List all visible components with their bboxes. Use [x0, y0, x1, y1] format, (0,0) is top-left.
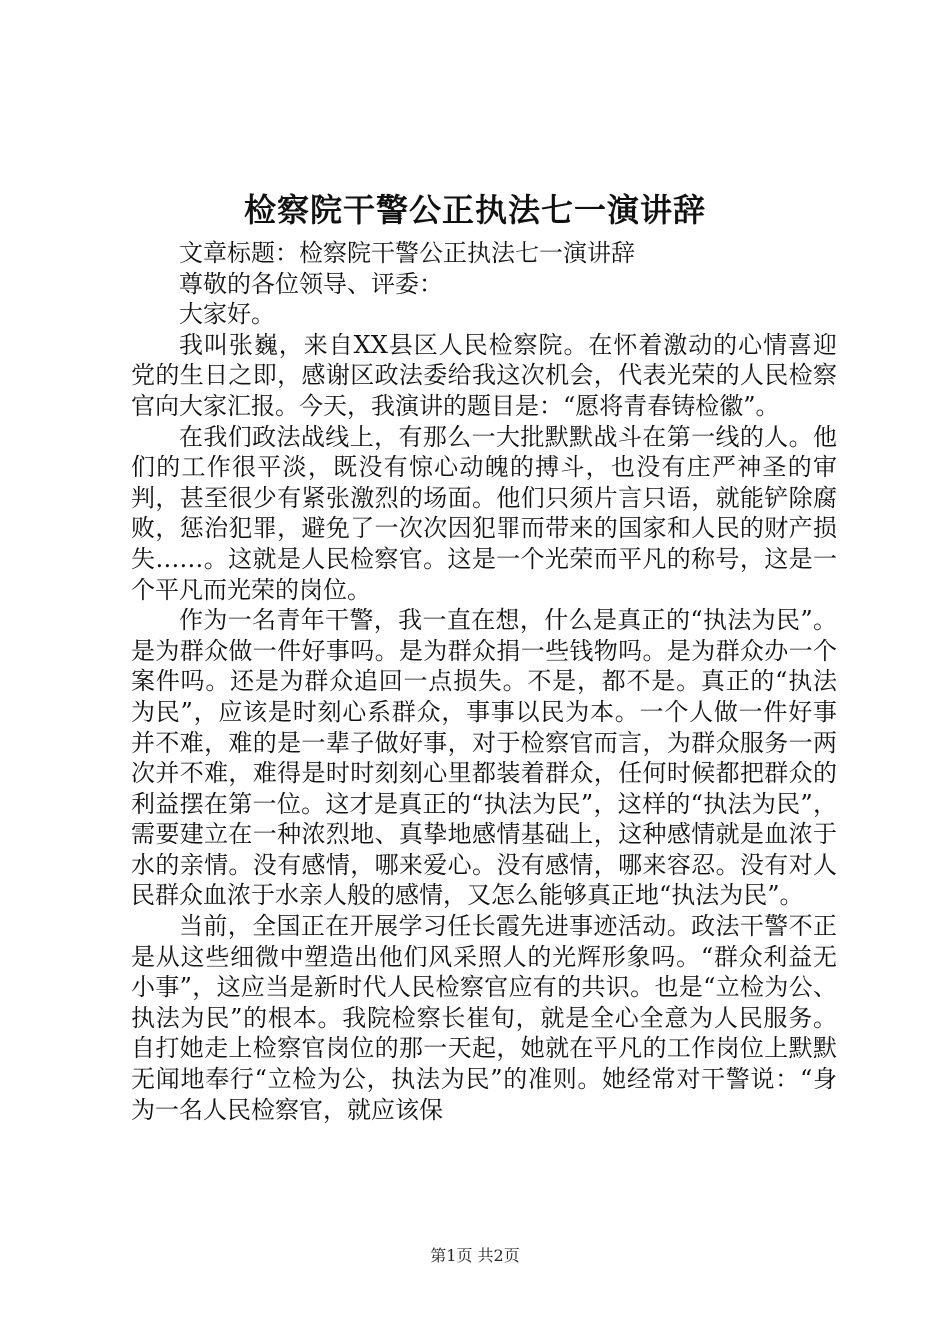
- article-title-line: 文章标题：检察院干警公正执法七一演讲辞: [179, 239, 635, 267]
- paragraph: 在我们政法战线上，有那么一大批默默战斗在第一线的人。他们的工作很平淡，既没有惊心动魄的搏斗，也没有庄严神圣的审判，甚至很少有紧张激烈的场面。他们只须片言只语，就能铲除腐败，惩治犯罪，避免了一次次因犯罪而带来的国家和人民的财产损失……。这就是人民检察官。这是一个光荣而平凡的称号，这是一个平凡而光荣的岗位。: [131, 422, 837, 604]
- document-title: 检察院干警公正执法七一演讲辞: [243, 191, 706, 229]
- page-footer: 第1页 共2页: [430, 1246, 520, 1265]
- paragraph: 作为一名青年干警，我一直在想，什么是真正的“执法为民”。是为群众做一件好事吗。是为群众捐一些钱物吗。是为群众办一个案件吗。还是为群众追回一点损失。不是，都不是。真正的“执法为民”，应该是时刻心系群众，事事以民为本。一个人做一件好事并不难，难的是一辈子做好事，对于检察官而言，为群众服务一两次并不难，难得是时时刻刻心里都装着群众，任何时候都把群众的利益摆在第一位。这才是真正的“执法为民”，这样的“执法为民”，需要建立在一种浓烈地、真挚地感情基础上，这种感情就是血浓于水的亲情。没有感情，哪来爱心。没有感情，哪来容忍。没有对人民群众血浓于水亲人般的感情，又怎么能够真正地“执法为民”。: [131, 606, 837, 910]
- document-body: [131, 238, 837, 1125]
- paragraph: 当前，全国正在开展学习任长霞先进事迹活动。政法干警不正是从这些细微中塑造出他们风采照人的光辉形象吗。“群众利益无小事”，这应当是新时代人民检察官应有的共识。也是“立检为公、执法为民”的根本。我院检察长崔旬，就是全心全意为人民服务。自打她走上检察官岗位的那一天起，她就在平凡的工作岗位上默默无闻地奉行“立检为公，执法为民”的准则。她经常对干警说：“身为一名人民检察官，就应该保: [131, 912, 837, 1124]
- paragraph: 我叫张巍，来自XX县区人民检察院。在怀着激动的心情喜迎党的生日之即，感谢区政法委给我这次机会，代表光荣的人民检察官向大家汇报。今天，我演讲的题目是：“愿将青春铸检徽”。: [131, 330, 837, 420]
- greeting: 大家好。: [179, 300, 275, 329]
- salutation: 尊敬的各位领导、评委：: [179, 269, 443, 298]
